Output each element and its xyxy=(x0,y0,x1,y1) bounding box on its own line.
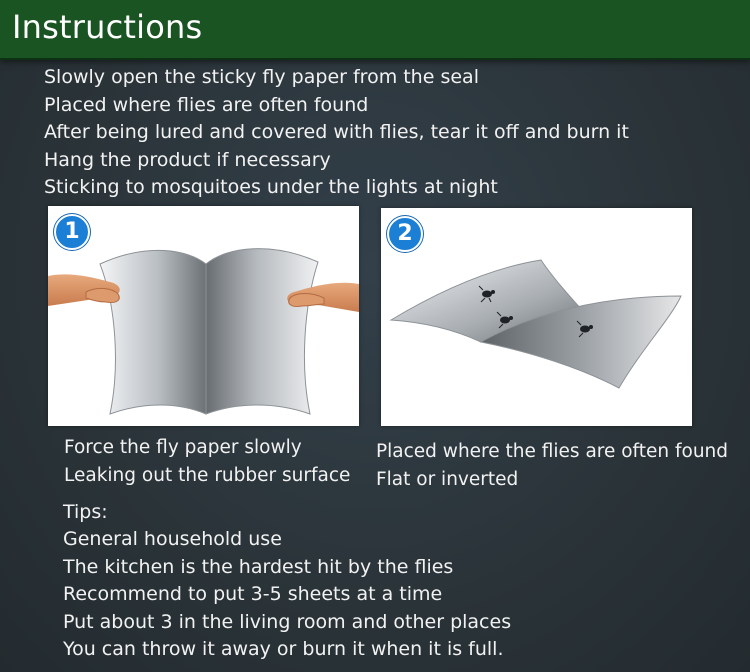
step-1-caption xyxy=(64,434,350,490)
caption-line: Flat or inverted xyxy=(376,469,519,490)
header-bar xyxy=(0,0,750,60)
intro-item: Hang the product if necessary xyxy=(44,148,331,171)
caption-line: Leaking out the rubber surface xyxy=(64,465,351,486)
intro-list xyxy=(44,64,629,202)
tip-item: General household use xyxy=(63,528,282,551)
tip-item: The kitchen is the hardest hit by the flies xyxy=(63,555,454,578)
hands-holding-paper-icon xyxy=(48,206,359,426)
step-1-panel xyxy=(48,206,359,426)
step-2-caption xyxy=(376,438,728,494)
tip-item: Put about 3 in the living room and other places xyxy=(63,610,512,633)
caption-line: Force the fly paper slowly xyxy=(64,437,302,458)
page-title: Instructions xyxy=(12,8,203,46)
tip-item: You can throw it away or burn it when it is full. xyxy=(63,638,504,661)
tips-heading: Tips: xyxy=(63,501,108,523)
flies-on-paper-icon xyxy=(381,208,692,426)
intro-item: Slowly open the sticky fly paper from the seal xyxy=(44,66,479,88)
caption-line: Placed where the flies are often found xyxy=(376,441,729,462)
step-2-panel xyxy=(381,208,692,426)
intro-item: After being lured and covered with flies, tear it off and burn it xyxy=(44,121,629,144)
tips-list xyxy=(63,499,511,663)
intro-item: Placed where flies are often found xyxy=(44,93,369,116)
step-number-badge: 1 xyxy=(54,214,90,250)
intro-item: Sticking to mosquitoes under the lights at night xyxy=(44,176,498,199)
tip-item: Recommend to put 3-5 sheets at a time xyxy=(63,583,443,606)
step-number-badge: 2 xyxy=(387,216,423,252)
